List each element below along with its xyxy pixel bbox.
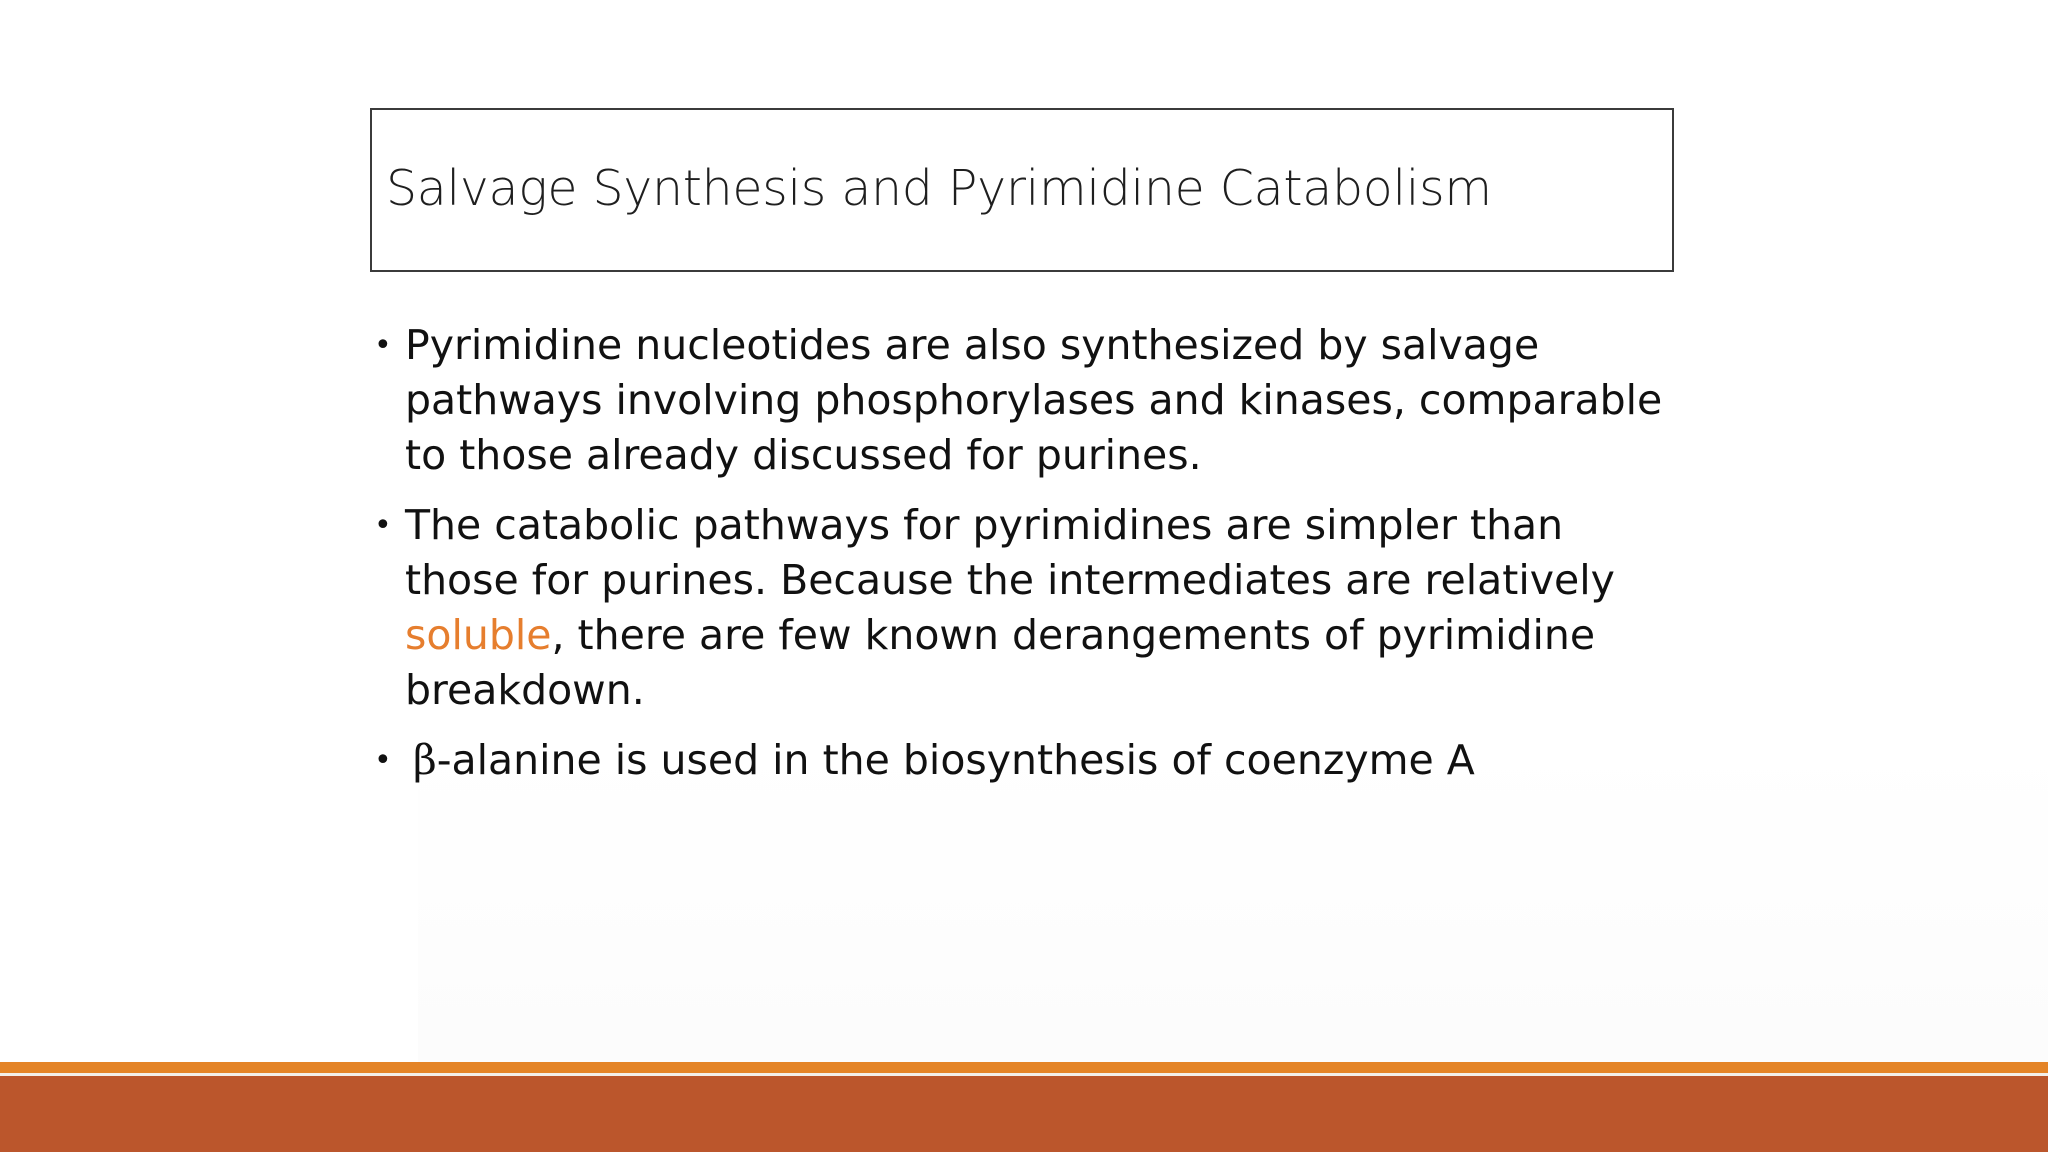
highlighted-word: soluble — [405, 611, 552, 659]
bullet-text: Pyrimidine nucleotides are also synthesized by salvage pathways involving phosphorylases and kinases, comparable to those already discussed for purines. — [405, 321, 1663, 479]
bullet-text: -alanine is used in the biosynthesis of coenzyme A — [436, 736, 1475, 784]
bullet-item-catabolism — [372, 498, 1672, 718]
beta-symbol: β — [413, 736, 437, 784]
footer-bar — [0, 1076, 2048, 1152]
title-box — [370, 108, 1674, 272]
bullet-text-after: , there are few known derangements of pyrimidine breakdown. — [405, 611, 1596, 714]
bullet-marker: • — [374, 508, 392, 543]
footer-accent-stripe — [0, 1062, 2048, 1073]
bullet-marker: • — [374, 743, 392, 778]
bullet-list — [372, 318, 1672, 803]
slide-title: Salvage Synthesis and Pyrimidine Catabolism — [386, 160, 1492, 217]
bullet-item-salvage — [372, 318, 1672, 483]
bullet-text-before: The catabolic pathways for pyrimidines are simpler than those for purines. Because the intermediates are relatively — [405, 501, 1615, 604]
bullet-marker: • — [374, 328, 392, 363]
bullet-item-beta-alanine — [372, 733, 1672, 788]
